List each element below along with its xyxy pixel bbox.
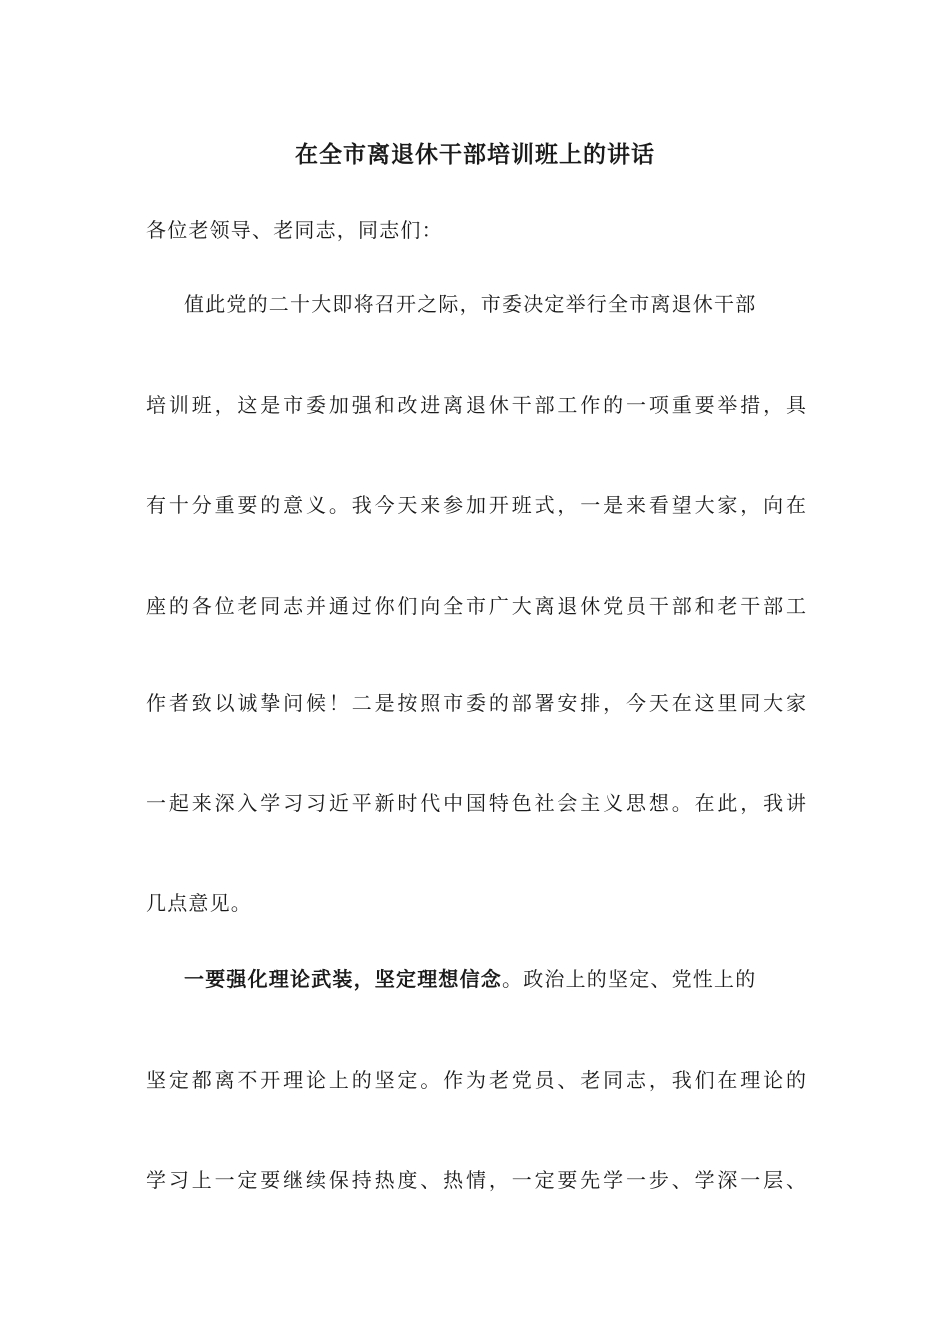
paragraph1-line-2: 培训班，这是市委加强和改进离退休干部工作的一项重要举措，具 (146, 393, 806, 417)
paragraph1-line-4: 座的各位老同志并通过你们向全市广大离退休党员干部和老干部工 (146, 594, 806, 618)
section-heading: 一要强化理论武装，坚定理想信念 (184, 967, 502, 991)
salutation: 各位老领导、老同志，同志们： (146, 218, 443, 242)
paragraph2-line-1-rest: 。政治上的坚定、党性上的 (502, 967, 757, 991)
paragraph1-line-6: 一起来深入学习习近平新时代中国特色社会主义思想。在此，我讲 (146, 791, 806, 815)
paragraph1-line-5: 作者致以诚挚问候！二是按照市委的部署安排，今天在这里同大家 (146, 691, 806, 715)
paragraph2-line-3: 学习上一定要继续保持热度、热情，一定要先学一步、学深一层、 (146, 1168, 806, 1192)
paragraph2-line-1 (184, 965, 806, 993)
paragraph1-line-1: 值此党的二十大即将召开之际，市委决定举行全市离退休干部 (184, 292, 757, 316)
document-title: 在全市离退休干部培训班上的讲话 (295, 141, 655, 168)
paragraph1-line-7: 几点意见。 (146, 891, 252, 915)
paragraph2-line-2: 坚定都离不开理论上的坚定。作为老党员、老同志，我们在理论的 (146, 1068, 806, 1092)
paragraph1-line-3: 有十分重要的意义。我今天来参加开班式，一是来看望大家，向在 (146, 493, 806, 517)
